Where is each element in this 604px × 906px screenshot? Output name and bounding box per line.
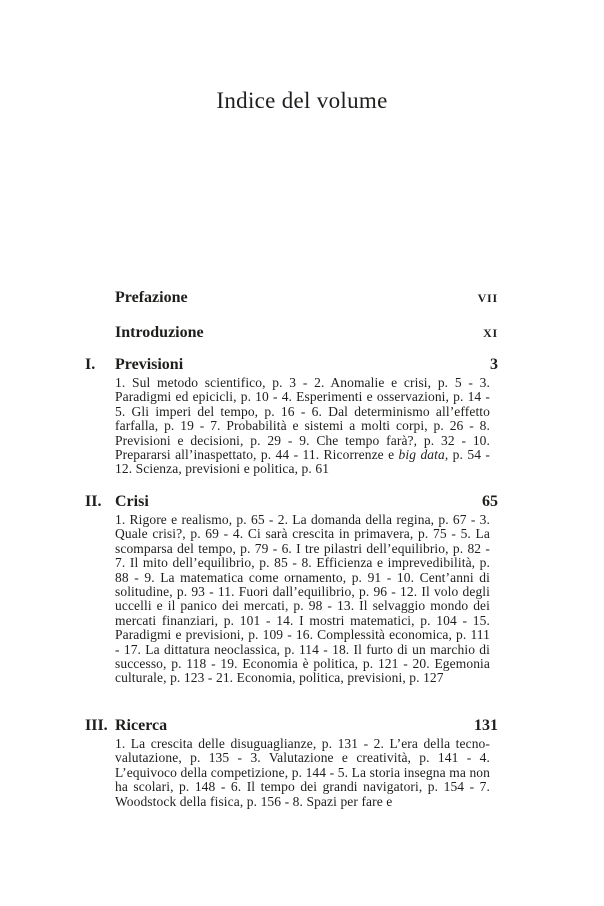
- chapter-numeral: II.: [85, 493, 102, 510]
- front-matter-label: Prefazione: [115, 289, 188, 306]
- subentry-text: 1. Sul metodo scientifico, p. 3 - 2. Anomalie e crisi, p. 5 - 3. Paradigmi ed epicicli, p. 10 - 4. Esperimenti e osservazioni, p. 14 - 5. Gli imperi del tempo, p. 16 - 6. Dal determinismo all’effetto farfalla, p. 19 - 7. Probabilità e sistemi a molti corpi, p. 26 - 8. Previsioni e decisioni, p. 29 - 9. Che tempo farà?, p. 32 - 10. Prepararsi all’inaspettato, p. 44 - 11. Ricorrenze e: [115, 375, 490, 463]
- front-matter-page-number: VII: [477, 291, 498, 305]
- chapter-title: Ricerca: [115, 717, 168, 734]
- chapter-numeral: I.: [85, 356, 96, 373]
- subentry-text: 1. Rigore e realismo, p. 65 - 2. La domanda della regina, p. 67 - 3. Quale crisi?, p. 69 - 4. Ci sarà crescita in primavera, p. 75 - 5. La scomparsa del tempo, p. 79 - 6. I tre pilastri dell’equilibrio, p. 82 - 7. Il mito dell’equilibrio, p. 85 - 8. Efficienza e imprevedibilità, p. 88 - 9. La matematica come ornamento, p. 91 - 10. Cent’anni di solitudine, p. 93 - 11. Fuori dall’equilibrio, p. 96 - 12. Il volo degli uccelli e il panico dei mercati, p. 98 - 13. Il selvaggio mondo dei mercati finanziari, p. 101 - 14. I mostri matematici, p. 104 - 15. Paradigmi e previsioni, p. 109 - 16. Complessità economica, p. 111 - 17. La dittatura neoclassica, p. 114 - 18. Il furto di un marchio di successo, p. 118 - 19. Economia è politica, p. 121 - 20. Egemonia culturale, p. 123 - 21. Economia, politica, previsioni, p. 127: [115, 512, 490, 686]
- chapter-header: [85, 716, 498, 735]
- chapter-header: [85, 355, 498, 374]
- front-matter-label: Introduzione: [115, 324, 204, 341]
- front-matter-page-number: XI: [483, 326, 498, 340]
- chapter-page-number: 3: [490, 356, 498, 373]
- subentry-text: 1. La crescita delle disuguaglianze, p. 131 - 2. L’era della tecno-valutazione, p. 135 - 3. Valutazione e creatività, p. 141 - 4. L’equivoco della competizione, p. 144 - 5. La storia insegna ma non ha scolari, p. 148 - 6. Il tempo dei grandi navigatori, p. 154 - 7. Woodstock della fisica, p. 156 - 8. Spazi per fare e: [115, 736, 490, 809]
- chapter-subentries: [115, 737, 490, 809]
- chapter-title: Previsioni: [115, 356, 184, 373]
- chapter-header: [85, 492, 498, 511]
- chapter-entry: [85, 492, 498, 686]
- chapter-entry: [85, 716, 498, 809]
- subentry-text: , p. 54 - 12. Scienza, previsioni e politica, p. 61: [115, 447, 490, 477]
- subentry-italic-text: big data: [398, 447, 445, 463]
- chapter-title: Crisi: [115, 493, 149, 510]
- chapter-page-number: 65: [482, 493, 498, 510]
- chapter-page-number: 131: [474, 717, 498, 734]
- chapter-subentries: [115, 513, 490, 686]
- chapter-entry: [85, 355, 498, 477]
- front-matter-row: [85, 324, 498, 342]
- front-matter-row: [85, 289, 498, 307]
- chapter-subentries: [115, 376, 490, 477]
- page-title: Indice del volume: [216, 88, 388, 113]
- chapter-numeral: III.: [85, 717, 108, 734]
